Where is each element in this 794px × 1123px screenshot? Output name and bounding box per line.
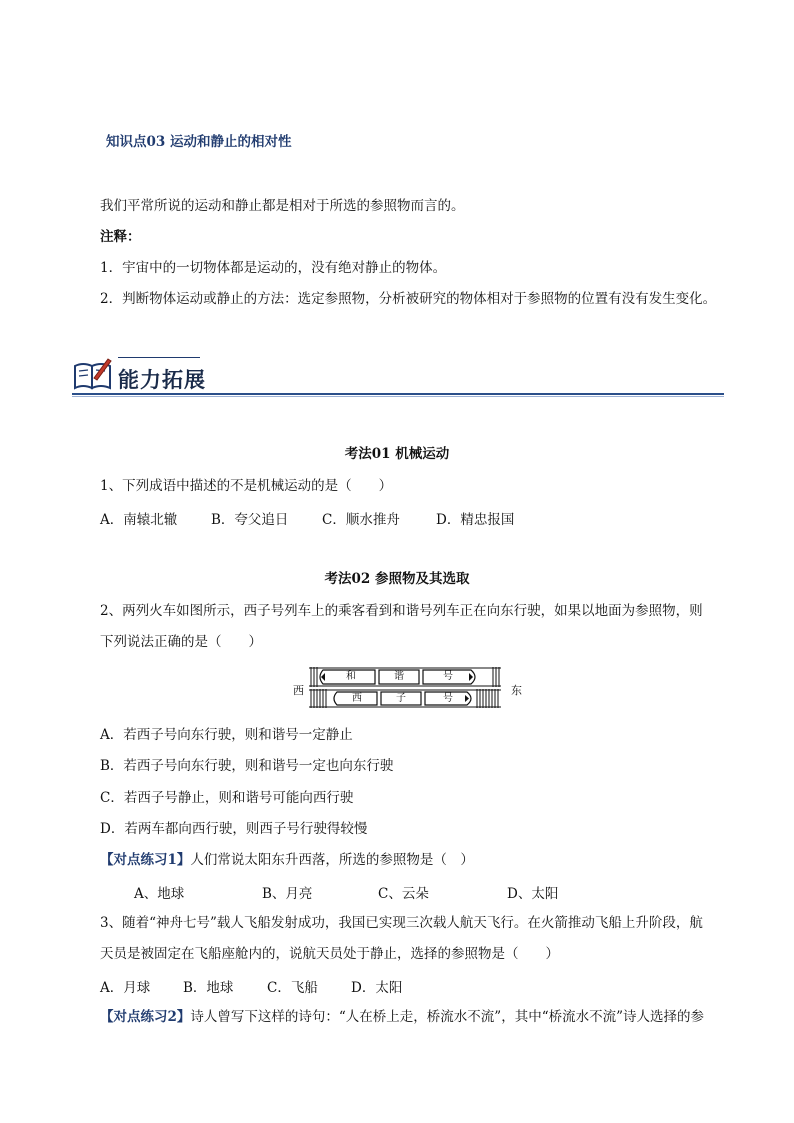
east-label: 东 bbox=[511, 684, 522, 697]
practice-item bbox=[100, 1008, 704, 1026]
question-stem: 3、随着“神舟七号”载人飞船发射成功，我国已实现三次载人航天飞行。在火箭推动飞船上升阶段，航 bbox=[100, 915, 703, 931]
note-label: 注释： bbox=[100, 229, 141, 245]
option-c: C．顺水推舟 bbox=[322, 512, 400, 528]
train-car-label: 子 bbox=[396, 693, 406, 704]
note-item: 2．判断物体运动或静止的方法：选定参照物，分析被研究的物体相对于参照物的位置有没有发生变化。 bbox=[100, 291, 717, 307]
book-pen-icon bbox=[72, 356, 114, 392]
banner-divider bbox=[72, 393, 724, 395]
practice-stem: 人们常说太阳东升西落，所选的参照物是（ ） bbox=[190, 852, 474, 868]
intro-text: 我们平常所说的运动和静止都是相对于所选的参照物而言的。 bbox=[100, 198, 465, 214]
west-label: 西 bbox=[293, 684, 304, 697]
note-item: 1．宇宙中的一切物体都是运动的，没有绝对静止的物体。 bbox=[100, 260, 447, 276]
option-c: C、云朵 bbox=[378, 886, 429, 902]
train-car-label: 号 bbox=[443, 671, 453, 682]
banner-divider-shadow bbox=[72, 396, 724, 397]
practice-label: 【对点练习1】 bbox=[100, 852, 191, 868]
option-c: C．飞船 bbox=[267, 980, 318, 996]
question-stem: 2、两列火车如图所示，西子号列车上的乘客看到和谐号列车正在向东行驶，如果以地面为参照物，则 bbox=[100, 603, 703, 619]
section-title: 知识点03 运动和静止的相对性 bbox=[106, 134, 292, 150]
question-stem-cont: 天员是被固定在飞船座舱内的，说航天员处于静止，选择的参照物是（ ） bbox=[100, 946, 559, 962]
option-b: B．地球 bbox=[183, 980, 234, 996]
question-stem: 1、下列成语中描述的不是机械运动的是（ ） bbox=[100, 478, 393, 494]
question-stem-cont: 下列说法正确的是（ ） bbox=[100, 634, 262, 650]
method-title: 考法02 参照物及其选取 bbox=[324, 571, 470, 587]
practice-label: 【对点练习2】 bbox=[100, 1009, 191, 1025]
train-diagram bbox=[293, 664, 533, 710]
option-c: C．若西子号静止，则和谐号可能向西行驶 bbox=[100, 790, 354, 806]
option-d: D．精忠报国 bbox=[436, 512, 515, 528]
option-a: A．南辕北辙 bbox=[100, 512, 178, 528]
option-b: B、月亮 bbox=[262, 886, 313, 902]
practice-stem: 诗人曾写下这样的诗句：“人在桥上走，桥流水不流”，其中“桥流水不流”诗人选择的参 bbox=[190, 1009, 705, 1025]
option-a: A、地球 bbox=[134, 886, 185, 902]
banner-title: 能力拓展 bbox=[118, 368, 206, 392]
train-figure bbox=[293, 664, 533, 710]
option-b: B．若西子号向东行驶，则和谐号一定也向东行驶 bbox=[100, 758, 394, 774]
banner-accent-rule bbox=[118, 357, 200, 358]
practice-item bbox=[100, 851, 474, 869]
option-d: D．太阳 bbox=[351, 980, 403, 996]
train-car-label: 谐 bbox=[394, 671, 404, 682]
method-title: 考法01 机械运动 bbox=[344, 446, 450, 462]
train-car-label: 和 bbox=[346, 671, 356, 682]
option-a: A．月球 bbox=[100, 980, 151, 996]
option-d: D、太阳 bbox=[507, 886, 559, 902]
option-a: A．若西子号向东行驶，则和谐号一定静止 bbox=[100, 727, 353, 743]
option-b: B．夸父追日 bbox=[211, 512, 289, 528]
train-car-label: 号 bbox=[443, 693, 453, 704]
train-car-label: 西 bbox=[352, 693, 362, 704]
option-d: D．若两车都向西行驶，则西子号行驶得较慢 bbox=[100, 821, 368, 837]
